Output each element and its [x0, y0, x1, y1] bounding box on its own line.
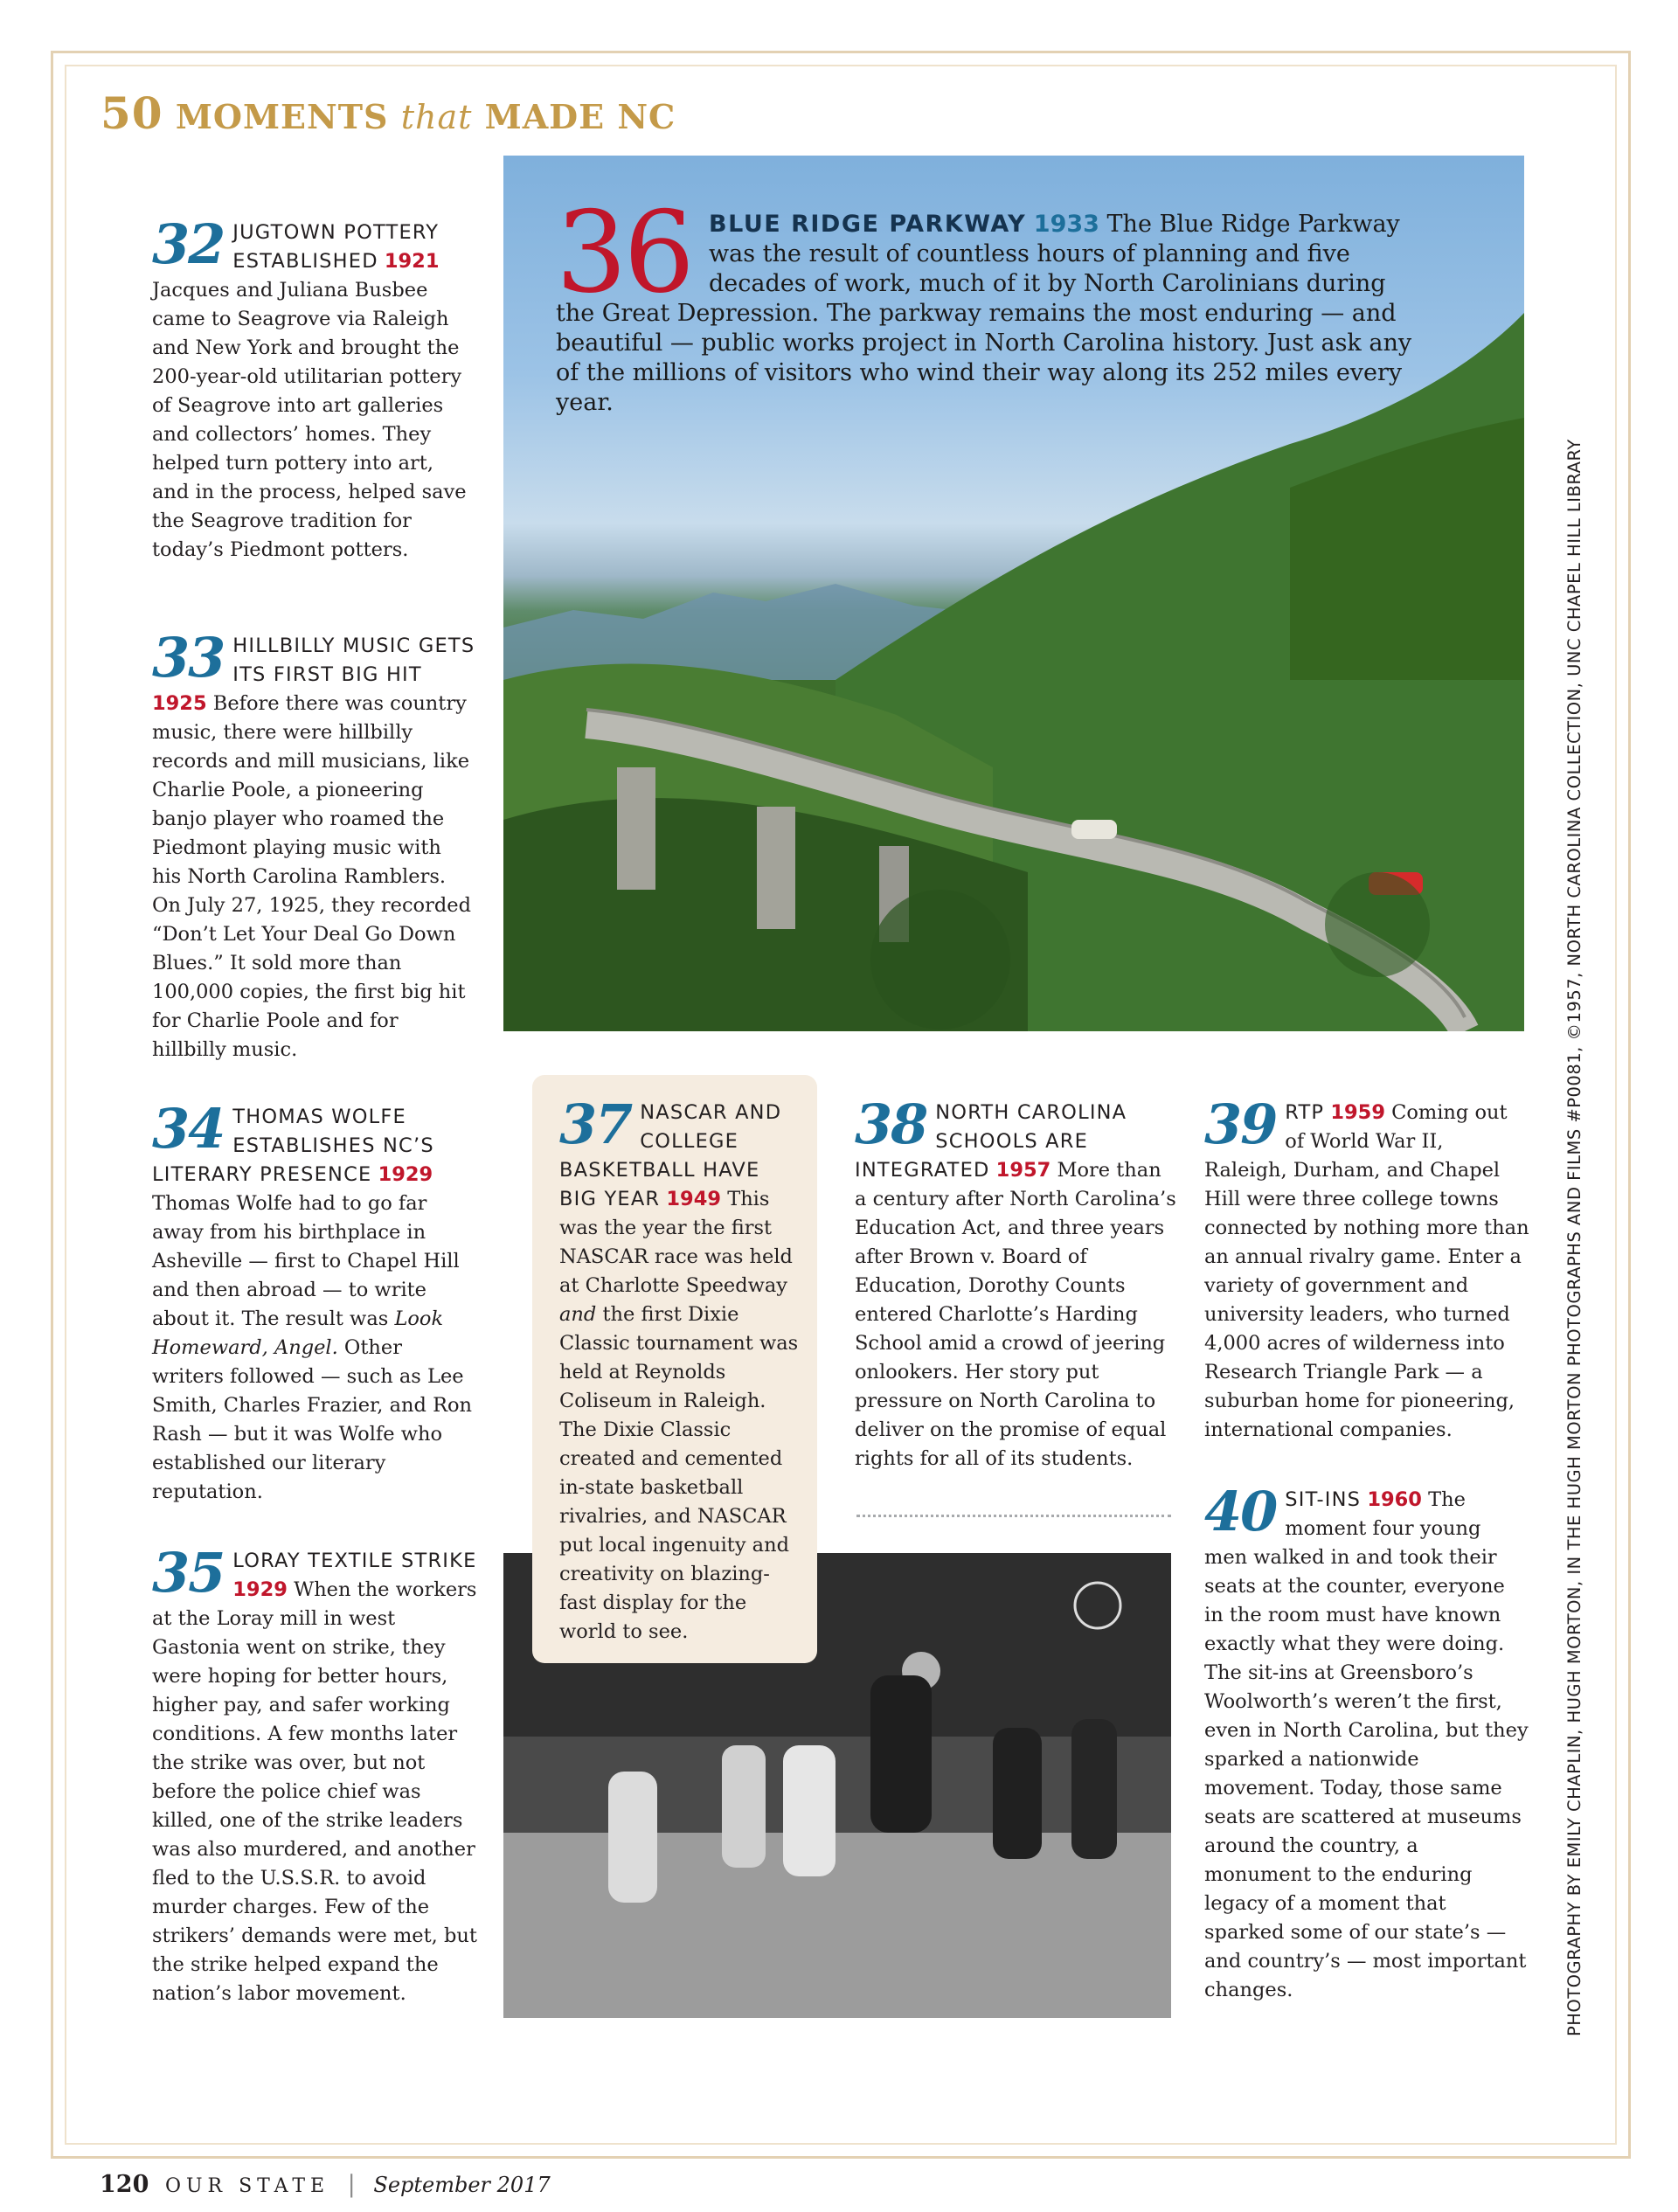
- entry-text: This was the year the first NASCAR race was held at Charlotte Speedway: [559, 1188, 793, 1297]
- entry-text-cont: the first Dixie Classic tournament was held at Reynolds Coliseum in Raleigh. The Dixie Classic created and cemented in-state basketball rivalries, and NASCAR put local ingenuity and creativity on blazing-fast display for the world to see.: [559, 1303, 799, 1643]
- entry-year: 1933: [1033, 211, 1099, 238]
- entry-emphasis: and: [559, 1303, 597, 1326]
- entry-heading: LORAY TEXTILE STRIKE: [232, 1550, 477, 1572]
- entry-34: [152, 1097, 475, 1507]
- entry-year: 1929: [232, 1578, 288, 1601]
- entry-year: 1959: [1330, 1101, 1385, 1124]
- entry-heading: BLUE RIDGE PARKWAY: [709, 211, 1027, 238]
- entry-heading: RTP: [1285, 1101, 1325, 1124]
- entry-text: Before there was country music, there were hillbilly records and mill musicians, like Charlie Poole, a pioneering banjo player who roamed the Piedmont playing music with his North Carolina Ramblers. On July 27, 1925, they recorded “Don’t Let Your Deal Go Down Blues.” It sold more than 100,000 copies, the first big hit for Charlie Poole and for hillbilly music.: [152, 692, 471, 1061]
- entry-year: 1925: [152, 692, 207, 715]
- entry-36: [556, 210, 1412, 418]
- photo-credit: PHOTOGRAPHY BY EMILY CHAPLIN, HUGH MORTON, IN THE HUGH MORTON PHOTOGRAPHS AND FILMS #P0081, ©1957, NORTH CAROLINA COLLECTION, UNC CHAPEL HILL LIBRARY: [1564, 439, 1584, 2036]
- entry-heading: NORTH CAROLINA SCHOOLS ARE INTEGRATED: [855, 1101, 1127, 1182]
- book-title: Look Homeward, Angel.: [152, 1307, 444, 1359]
- page-number: 120: [100, 2171, 149, 2198]
- entry-number: 34: [152, 1097, 225, 1161]
- footer-separator: |: [347, 2171, 356, 2198]
- entry-40: [1204, 1480, 1529, 2005]
- entry-year: 1921: [384, 250, 440, 273]
- entry-year: 1929: [378, 1163, 433, 1186]
- entry-year: 1960: [1367, 1488, 1422, 1511]
- entry-text: Thomas Wolfe had to go far away from his birthplace in Asheville — first to Chapel Hill and then abroad — to write about it. The result was: [152, 1192, 460, 1330]
- entry-text-cont: Other writers followed — such as Lee Smith, Charles Frazier, and Ron Rash — but it was Wolfe who established our literary reputation.: [152, 1336, 473, 1503]
- header-that: that: [400, 98, 473, 136]
- entry-text: When the workers at the Loray mill in west Gastonia went on strike, they were hoping for better hours, higher pay, and safer working conditions. A few months later the strike was over, but not before the police chief was killed, one of the strike leaders was also murdered, and another fled to the U.S.S.R. to avoid murder charges. Few of the strikers’ demands were met, but the strike helped expand the nation’s labor movement.: [152, 1578, 477, 2005]
- issue-date: September 2017: [373, 2173, 551, 2197]
- entry-heading: SIT-INS: [1285, 1488, 1362, 1511]
- entry-38: [855, 1092, 1178, 1474]
- page-footer: [100, 2171, 551, 2198]
- entry-number-36: 36: [556, 188, 691, 318]
- entry-33: [152, 626, 475, 1064]
- entry-number: 38: [855, 1092, 927, 1156]
- entry-heading: JUGTOWN POTTERY ESTABLISHED: [232, 221, 440, 273]
- dotted-divider: [856, 1515, 1171, 1517]
- entry-number: 35: [152, 1541, 225, 1605]
- entry-text: The Blue Ridge Parkway was the result of countless hours of planning and five decades of work, much of it by North Carolinians during the Great Depression. The parkway remains the most enduring — and beautiful — public works project in North Carolina history. Just ask any of the millions of visitors who wind their way along its 252 miles every year.: [556, 211, 1412, 416]
- entry-year: 1957: [995, 1159, 1051, 1182]
- entry-heading: THOMAS WOLFE ESTABLISHES NC’S LITERARY PRESENCE: [152, 1106, 434, 1186]
- entry-35: [152, 1541, 477, 2008]
- magazine-name: OUR STATE: [164, 2175, 330, 2197]
- entry-number: 37: [559, 1092, 632, 1156]
- entry-number: 33: [152, 626, 225, 690]
- entry-number: 40: [1204, 1480, 1277, 1543]
- entry-heading: HILLBILLY MUSIC GETS ITS FIRST BIG HIT: [232, 634, 475, 686]
- section-header: [101, 87, 676, 139]
- header-number: 50: [101, 87, 163, 139]
- header-made-nc: MADE NC: [484, 97, 676, 136]
- entry-number: 32: [152, 212, 225, 276]
- entry-text: Jacques and Juliana Busbee came to Seagrove via Raleigh and New York and brought the 200-year-old utilitarian pottery of Seagrove into art galleries and collectors’ homes. They helped turn pottery into art, and in the process, helped save the Seagrove tradition for today’s Piedmont potters.: [152, 279, 467, 561]
- entry-37: [559, 1092, 799, 1647]
- number-spacer: [556, 210, 709, 297]
- header-moments: MOMENTS: [175, 97, 389, 136]
- entry-year: 1949: [666, 1188, 722, 1210]
- entry-text: More than a century after North Carolina’s Education Act, and three years after Brown v. Board of Education, Dorothy Counts entered Charlotte’s Harding School amid a crowd of jeering onlookers. Her story put pressure on North Carolina to deliver on the promise of equal rights for all of its students.: [855, 1159, 1176, 1470]
- entry-text: Coming out of World War II, Raleigh, Durham, and Chapel Hill were three college towns connected by nothing more than an annual rivalry game. Enter a variety of government and university leaders, who turned 4,000 acres of wilderness into Research Triangle Park — a suburban home for pioneering, international companies.: [1204, 1101, 1529, 1441]
- entry-39: [1204, 1092, 1529, 1445]
- entry-heading: NASCAR AND COLLEGE BASKETBALL HAVE BIG YEAR: [559, 1101, 782, 1210]
- entry-text: The moment four young men walked in and took their seats at the counter, everyone in the room must have known exactly what they were doing. The sit-ins at Greensboro’s Woolworth’s weren’t the first, even in North Carolina, but they sparked a nationwide movement. Today, those same seats are scattered at museums around the country, a monument to the enduring legacy of a moment that sparked some of our state’s — and country’s — most important changes.: [1204, 1488, 1529, 2001]
- entry-number: 39: [1204, 1092, 1277, 1156]
- entry-32: [152, 212, 474, 565]
